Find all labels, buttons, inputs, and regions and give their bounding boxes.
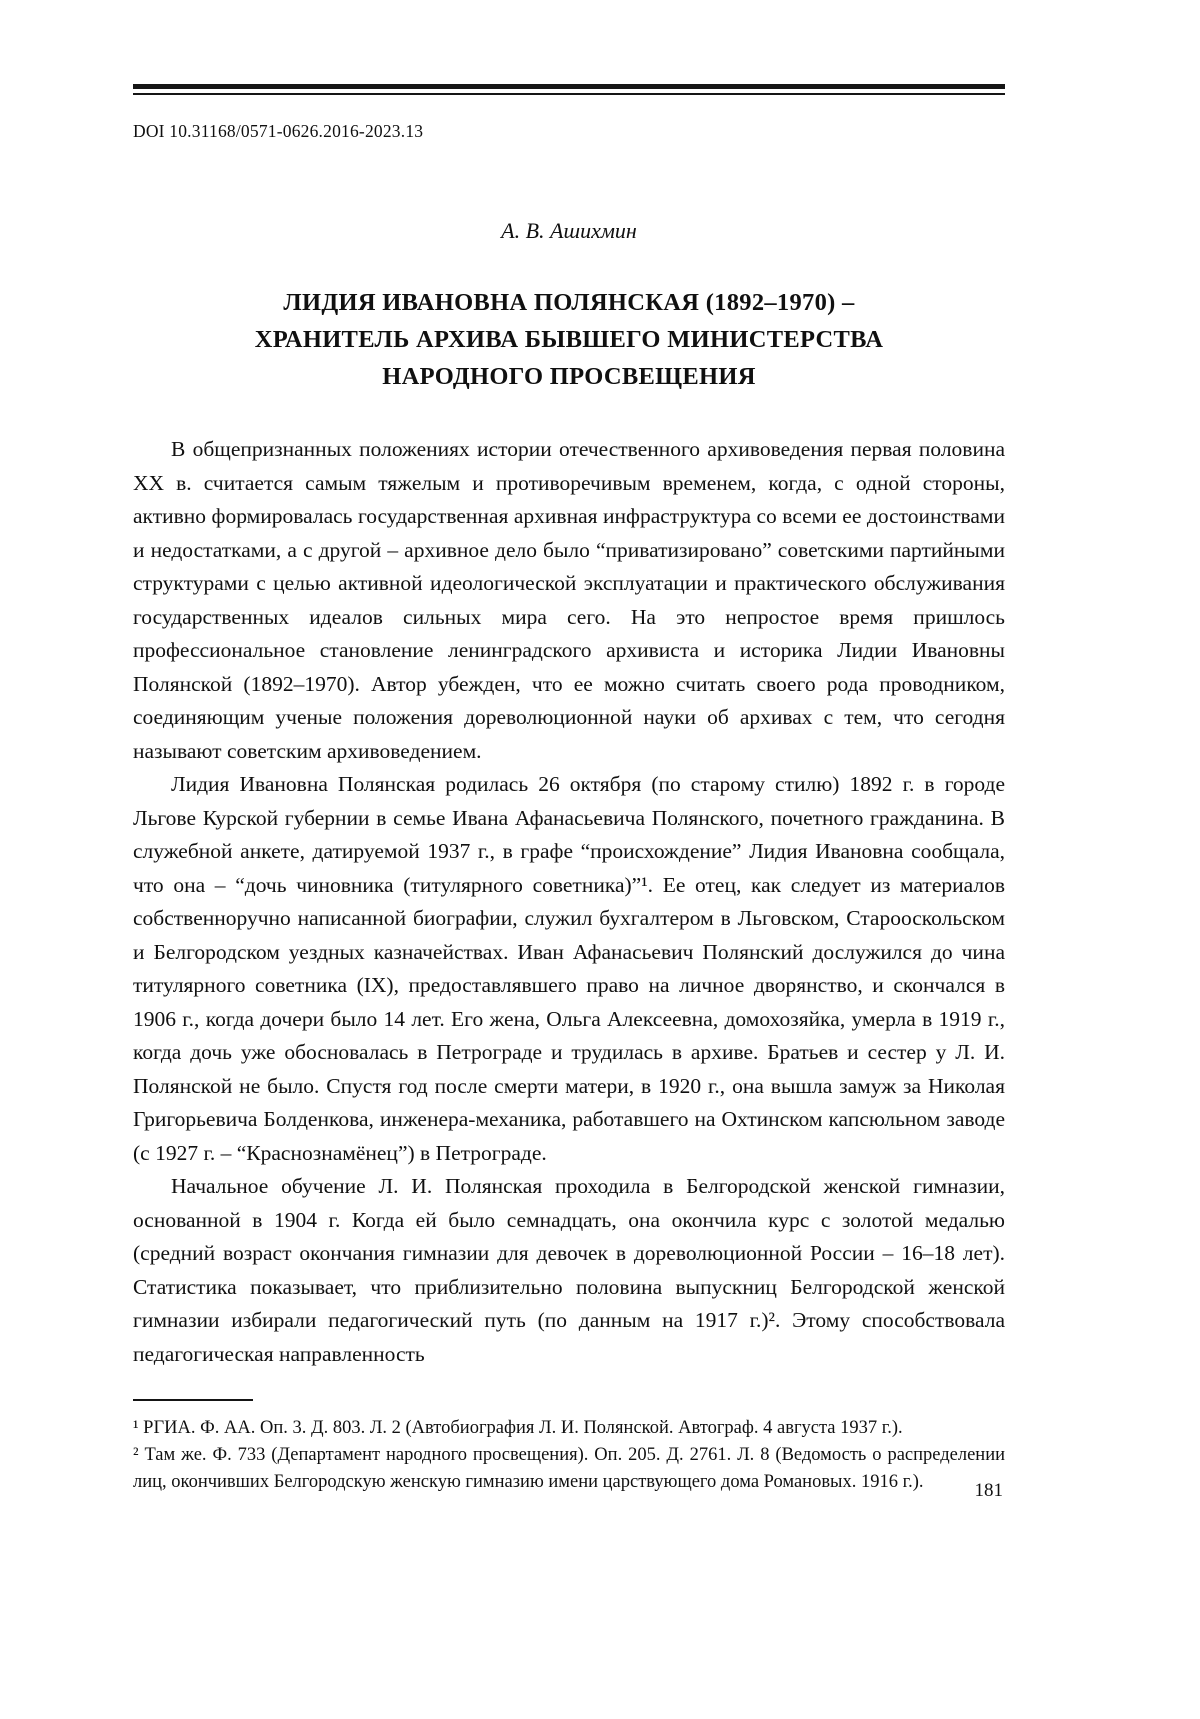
footnotes-block — [133, 1415, 1005, 1496]
footnote-separator — [133, 1399, 253, 1401]
header-double-rule — [133, 84, 1005, 95]
paragraph-1: В общепризнанных положениях истории отечественного архивоведения первая половина XX в. считается самым тяжелым и противоречивым временем, когда, с одной стороны, активно формировалась государственная архивная инфраструктура со всеми ее достоинствами и недостатками, а с другой – архивное дело было “приватизировано” советскими партийными структурами с целью активной идеологической эксплуатации и практического обслуживания государственных идеалов сильных мира сего. На это непростое время пришлось профессиональное становление ленинградского архивиста и историка Лидии Ивановны Полянской (1892–1970). Автор убежден, что ее можно считать своего рода проводником, соединяющим ученые положения дореволюционной науки об архивах с тем, что сегодня называют советским архивоведением. — [133, 437, 1005, 763]
article-body — [133, 433, 1005, 1371]
page-content — [133, 0, 1005, 1496]
title-line-1: ЛИДИЯ ИВАНОВНА ПОЛЯНСКАЯ (1892–1970) – — [283, 289, 855, 316]
footnote-2: ² Там же. Ф. 733 (Департамент народного просвещения). Оп. 205. Д. 2761. Л. 8 (Ведомость о распределении лиц, окончивших Белгородскую женскую гимназию имени царствующего дома Романовых. 1916 г.). — [133, 1445, 1005, 1492]
footnote-1: ¹ РГИА. Ф. АА. Оп. 3. Д. 803. Л. 2 (Автобиография Л. И. Полянской. Автограф. 4 августа 1937 г.). — [133, 1418, 903, 1438]
title-line-3: НАРОДНОГО ПРОСВЕЩЕНИЯ — [382, 363, 756, 390]
paragraph-2: Лидия Ивановна Полянская родилась 26 октября (по старому стилю) 1892 г. в городе Льгове Курской губернии в семье Ивана Афанасьевича Полянского, почетного гражданина. В служебной анкете, датируемой 1937 г., в графе “происхождение” Лидия Ивановна сообщала, что она – “дочь чиновника (титулярного советника)”¹. Ее отец, как следует из материалов собственноручно написанной биографии, служил бухгалтером в Льговском, Старооскольском и Белгородском уездных казначействах. Иван Афанасьевич Полянский дослужился до чина титулярного советника (IX), предоставлявшего право на личное дворянство, и скончался в 1906 г., когда дочери было 14 лет. Его жена, Ольга Алексеевна, домохозяйка, умерла в 1919 г., когда дочь уже обосновалась в Петрограде и трудилась в архиве. Братьев и сестер у Л. И. Полянской не было. Спустя год после смерти матери, в 1920 г., она вышла замуж за Николая Григорьевича Болденкова, инженера-механика, работавшего на Охтинском капсюльном заводе (с 1927 г. – “Краснознамёнец”) в Петрограде. — [133, 772, 1005, 1165]
page-number: 181 — [974, 1480, 1003, 1501]
title-line-2: ХРАНИТЕЛЬ АРХИВА БЫВШЕГО МИНИСТЕРСТВА — [254, 326, 884, 353]
doi-text: DOI 10.31168/0571-0626.2016-2023.13 — [133, 121, 424, 141]
article-title — [133, 284, 1005, 395]
author-name: А. В. Ашихмин — [501, 218, 637, 243]
paragraph-3: Начальное обучение Л. И. Полянская проходила в Белгородской женской гимназии, основанной в 1904 г. Когда ей было семнадцать, она окончила курс с золотой медалью (средний возраст окончания гимназии для девочек в дореволюционной России – 16–18 лет). Статистика показывает, что приблизительно половина выпускниц Белгородской женской гимназии избирали педагогический путь (по данным на 1917 г.)². Этому способствовала педагогическая направленность — [133, 1174, 1005, 1366]
